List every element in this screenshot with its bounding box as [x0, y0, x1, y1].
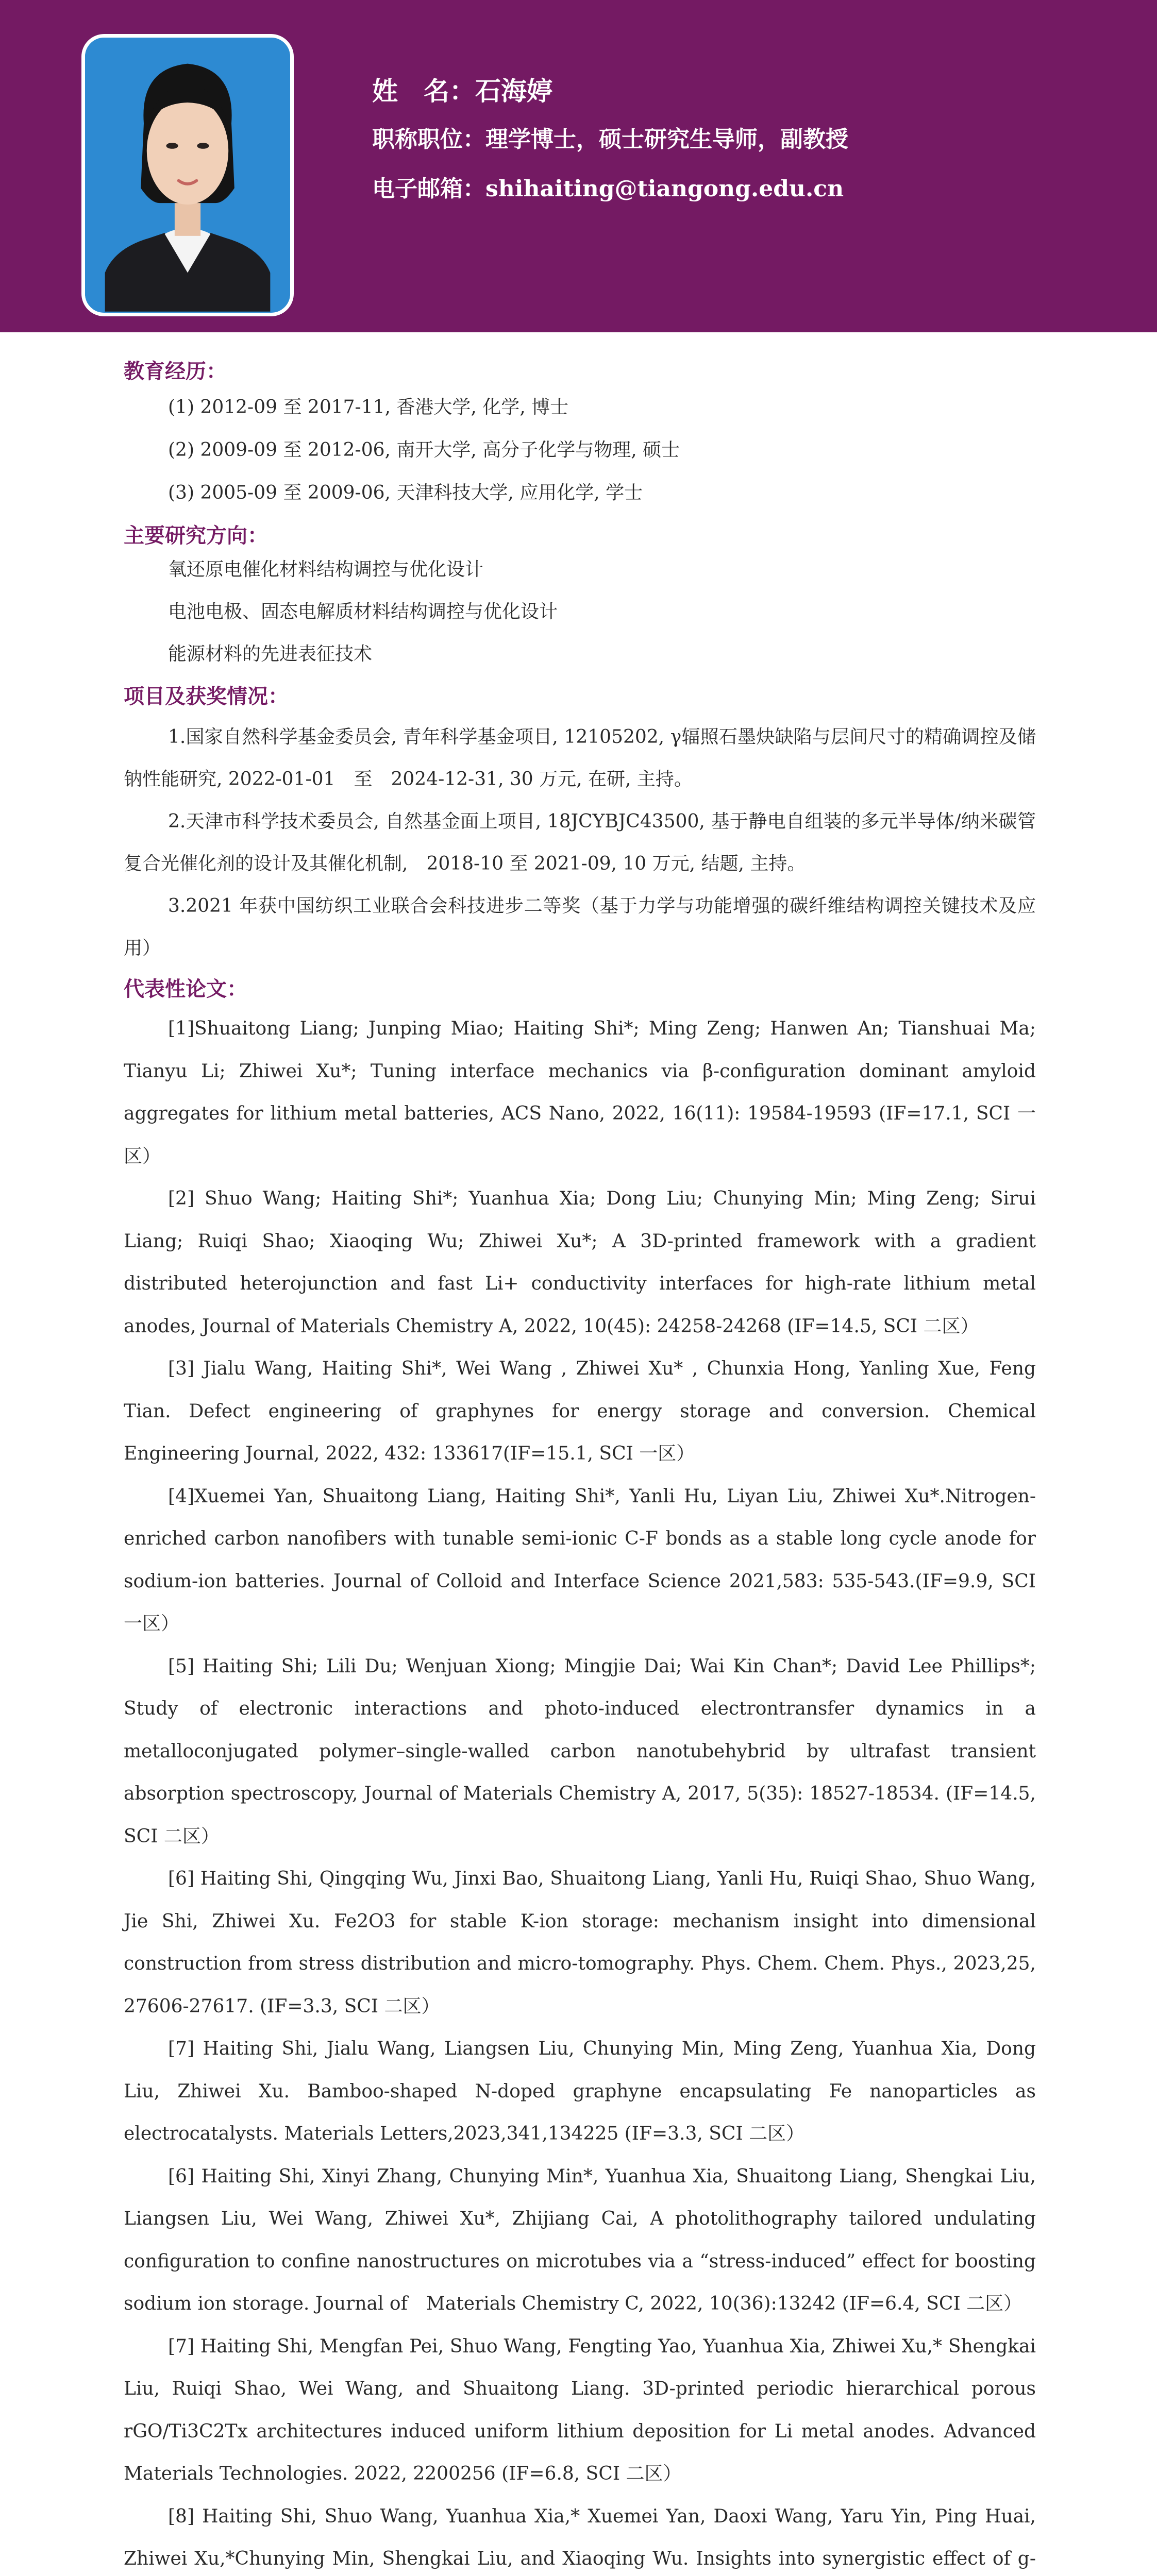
- papers-list: [124, 1008, 1036, 2576]
- research-list: [168, 557, 1036, 667]
- title-line: 职称职位：理学博士，硕士研究生导师，副教授: [372, 126, 848, 152]
- profile-info: [372, 78, 848, 226]
- profile-photo: [81, 34, 294, 316]
- education-title: 教育经历：: [124, 360, 227, 383]
- name-line: 姓 名：石海婷: [372, 76, 552, 106]
- profile-header: [0, 0, 1157, 332]
- profile-content: [0, 332, 1036, 2576]
- paper-item: [6] Haiting Shi, Qingqing Wu, Jinxi Bao, Shuaitong Liang, Yanli Hu, Ruiqi Shao, Shuo Wang, Jie Shi, Zhiwei Xu. Fe2O3 for stable K-ion storage: mechanism insight into dimensional construction from stress distribution and micro-tomography. Phys. Chem. Chem. Phys., 2023,25, 27606-27617. (IF=3.3, SCI 二区）: [124, 1868, 1036, 2017]
- paper-item: [7] Haiting Shi, Jialu Wang, Liangsen Liu, Chunying Min, Ming Zeng, Yuanhua Xia, Dong Liu, Zhiwei Xu. Bamboo-shaped N-doped graphyne encapsulating Fe nanoparticles as electrocatalysts. Materials Letters,2023,341,134225 (IF=3.3, SCI 二区）: [124, 2038, 1036, 2144]
- education-item: (2) 2009-09 至 2012-06, 南开大学, 高分子化学与物理, 硕士: [168, 439, 680, 461]
- paper-item: [1]Shuaitong Liang; Junping Miao; Haiting Shi*; Ming Zeng; Hanwen An; Tianshuai Ma; Tianyu Li; Zhiwei Xu*; Tuning interface mechanics via β-configuration dominant amyloid aggregates for lithium metal batteries, ACS Nano, 2022, 16(11): 19584-19593 (IF=17.1, SCI 一区）: [124, 1018, 1036, 1167]
- project-item: 2.天津市科学技术委员会, 自然基金面上项目, 18JCYBJC43500, 基于静电自组装的多元半导体/纳米碳管复合光催化剂的设计及其催化机制, 2018-10 至 2021-09, 10 万元, 结题, 主持。: [124, 811, 1036, 874]
- paper-item: [8] Haiting Shi, Shuo Wang, Yuanhua Xia,* Xuemei Yan, Daoxi Wang, Yaru Yin, Ping Huai, Zhiwei Xu,*Chunying Min, Shengkai Liu, and Xiaoqing Wu. Insights into synergistic effect of g-: [124, 2505, 1036, 2569]
- education-list: [168, 395, 1036, 505]
- projects-list: [124, 716, 1036, 970]
- education-item: (1) 2012-09 至 2017-11, 香港大学, 化学, 博士: [168, 397, 569, 418]
- paper-item: [4]Xuemei Yan, Shuaitong Liang, Haiting Shi*, Yanli Hu, Liyan Liu, Zhiwei Xu*.Nitrogen-enriched carbon nanofibers with tunable semi-ionic C-F bonds as a stable long cycle anode for sodium-ion batteries. Journal of Colloid and Interface Science 2021,583: 535-543.(IF=9.9, SCI 一区）: [124, 1485, 1036, 1634]
- research-title: 主要研究方向：: [124, 524, 268, 548]
- education-item: (3) 2005-09 至 2009-06, 天津科技大学, 应用化学, 学士: [168, 482, 643, 503]
- papers-title: 代表性论文：: [124, 977, 247, 1001]
- project-item: 3.2021 年获中国纺织工业联合会科技进步二等奖（基于力学与功能增强的碳纤维结构调控关键技术及应用）: [124, 895, 1036, 959]
- paper-item: [2] Shuo Wang; Haiting Shi*; Yuanhua Xia; Dong Liu; Chunying Min; Ming Zeng; Sirui Liang; Ruiqi Shao; Xiaoqing Wu; Zhiwei Xu*; A 3D-printed framework with a gradient distributed heterojunction and fast Li+ conductivity interfaces for high-rate lithium metal anodes, Journal of Materials Chemistry A, 2022, 10(45): 24258-24268 (IF=14.5, SCI 二区）: [124, 1188, 1036, 1337]
- paper-item: [6] Haiting Shi, Xinyi Zhang, Chunying Min*, Yuanhua Xia, Shuaitong Liang, Shengkai Liu, Liangsen Liu, Wei Wang, Zhiwei Xu*, Zhijiang Cai, A photolithography tailored undulating configuration to confine nanostructures on microtubes via a “stress-induced” effect for boosting sodium ion storage. Journal of Materials Chemistry C, 2022, 10(36):13242 (IF=6.4, SCI 二区）: [124, 2165, 1036, 2314]
- research-item: 电池电极、固态电解质材料结构调控与优化设计: [168, 601, 558, 622]
- research-item: 氧还原电催化材料结构调控与优化设计: [168, 559, 484, 580]
- paper-item: [5] Haiting Shi; Lili Du; Wenjuan Xiong; Mingjie Dai; Wai Kin Chan*; David Lee Phillips*; Study of electronic interactions and photo-induced electrontransfer dynamics in a metalloconjugated polymer–single-walled carbon nanotubehybrid by ultrafast transient absorption spectroscopy, Journal of Materials Chemistry A, 2017, 5(35): 18527-18534. (IF=14.5, SCI 二区）: [124, 1655, 1036, 1847]
- research-item: 能源材料的先进表征技术: [168, 643, 373, 665]
- paper-item: [3] Jialu Wang, Haiting Shi*, Wei Wang , Zhiwei Xu* , Chunxia Hong, Yanling Xue, Feng Tian. Defect engineering of graphynes for energy storage and conversion. Chemical Engineering Journal, 2022, 432: 133617(IF=15.1, SCI 一区）: [124, 1358, 1036, 1464]
- projects-title: 项目及获奖情况：: [124, 685, 289, 708]
- email-line: 电子邮箱：shihaiting@tiangong.edu.cn: [372, 176, 844, 202]
- paper-item: [7] Haiting Shi, Mengfan Pei, Shuo Wang, Fengting Yao, Yuanhua Xia, Zhiwei Xu,* Shengkai Liu, Ruiqi Shao, Wei Wang, and Shuaitong Liang. 3D-printed periodic hierarchical porous rGO/Ti3C2Tx architectures induced uniform lithium deposition for Li metal anodes. Advanced Materials Technologies. 2022, 2200256 (IF=6.8, SCI 二区）: [124, 2335, 1036, 2484]
- project-item: 1.国家自然科学基金委员会, 青年科学基金项目, 12105202, γ辐照石墨炔缺陷与层间尺寸的精确调控及储钠性能研究, 2022-01-01 至 2024-12-31, 30 万元, 在研, 主持。: [124, 726, 1036, 790]
- portrait-image: [85, 38, 290, 313]
